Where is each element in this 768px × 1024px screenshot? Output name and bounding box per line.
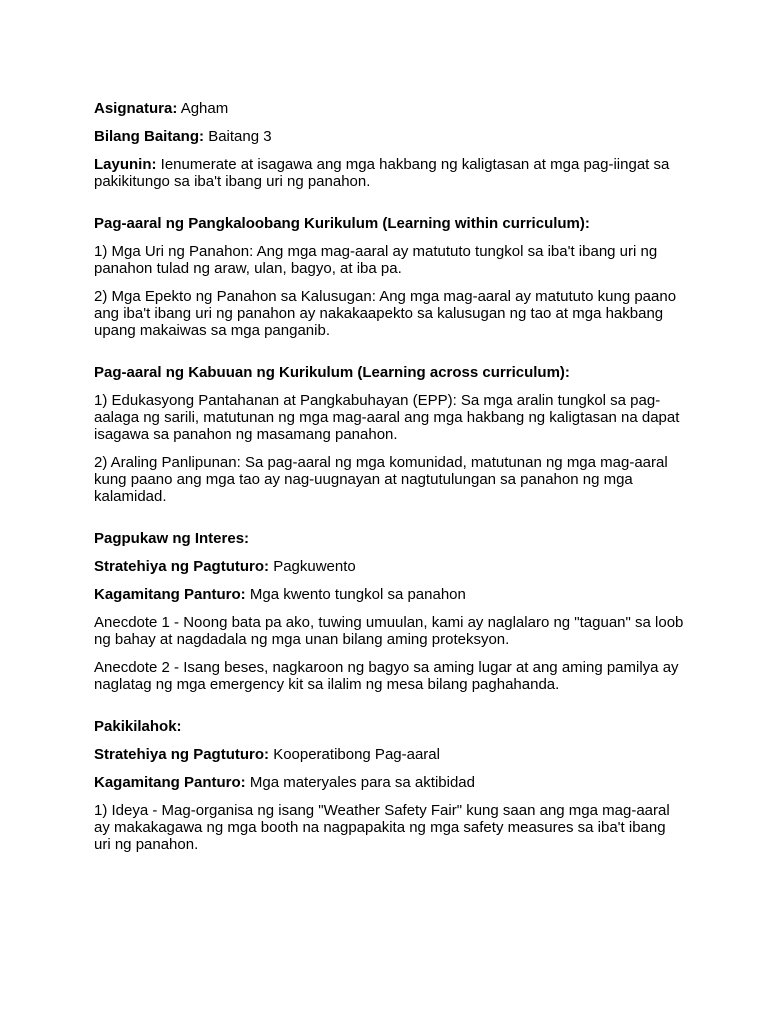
- interest-heading-text: Pagpukaw ng Interes:: [94, 530, 250, 547]
- anecdote-1: Anecdote 1 - Noong bata pa ako, tuwing umuulan, kami ay naglalaro ng "taguan" sa loob ng bahay at nagdadala ng mga unan bilang aming proteksyon.: [94, 614, 684, 648]
- interest-strategy-value: Pagkuwento: [273, 558, 356, 575]
- across-item-2: 2) Araling Panlipunan: Sa pag-aaral ng mga komunidad, matutunan ng mga mag-aaral kung paano ang mga tao ay nag-uugnayan at nagtutulungan sa panahon ng mga kalamidad.: [94, 454, 668, 505]
- across-item-1: 1) Edukasyong Pantahanan at Pangkabuhayan (EPP): Sa mga aralin tungkol sa pag-aalaga ng sarili, matutunan ng mga mag-aaral ang mga hakbang ng kaligtasan na dapat isagawa sa panahon ng masamang panahon.: [94, 392, 680, 443]
- participation-materials-label: Kagamitang Panturo:: [94, 774, 246, 791]
- interest-heading: [94, 530, 684, 547]
- grade-line: [94, 128, 684, 145]
- grade-value: Baitang 3: [208, 128, 272, 145]
- within-item-1: 1) Mga Uri ng Panahon: Ang mga mag-aaral ay matututo tungkol sa iba't ibang uri ng panahon tulad ng araw, ulan, bagyo, at iba pa.: [94, 243, 658, 277]
- participation-heading-text: Pakikilahok:: [94, 718, 182, 735]
- interest-materials-label: Kagamitang Panturo:: [94, 586, 246, 603]
- within-heading: [94, 215, 684, 232]
- objective-label: Layunin:: [94, 156, 157, 173]
- participation-strategy-value: Kooperatibong Pag-aaral: [273, 746, 440, 763]
- interest-materials-value: Mga kwento tungkol sa panahon: [249, 586, 466, 603]
- objective-value: Ienumerate at isagawa ang mga hakbang ng kaligtasan at mga pag-iingat sa pakikitungo sa iba't ibang uri ng panahon.: [94, 156, 670, 190]
- subject-value: Agham: [180, 100, 229, 117]
- participation-strategy-line: [94, 746, 684, 763]
- anecdote-2: Anecdote 2 - Isang beses, nagkaroon ng bagyo sa aming lugar at ang aming pamilya ay naglatag ng mga emergency kit sa ilalim ng mesa bilang paghahanda.: [94, 659, 679, 693]
- across-heading-text: Pag-aaral ng Kabuuan ng Kurikulum (Learning across curriculum):: [94, 364, 570, 381]
- participation-strategy-label: Stratehiya ng Pagtuturo:: [94, 746, 270, 763]
- subject-line: [94, 100, 684, 117]
- grade-label: Bilang Baitang:: [94, 128, 205, 145]
- interest-strategy-line: [94, 558, 684, 575]
- objective-line: [94, 156, 684, 190]
- idea-1: 1) Ideya - Mag-organisa ng isang "Weather Safety Fair" kung saan ang mga mag-aaral ay makakagawa ng mga booth na nagpapakita ng mga safety measures sa iba't ibang uri ng panahon.: [94, 802, 670, 853]
- interest-strategy-label: Stratehiya ng Pagtuturo:: [94, 558, 270, 575]
- participation-materials-line: [94, 774, 684, 791]
- interest-materials-line: [94, 586, 684, 603]
- within-item-2: 2) Mga Epekto ng Panahon sa Kalusugan: Ang mga mag-aaral ay matututo kung paano ang iba't ibang uri ng panahon ay nakakaapekto sa kalusugan ng tao at mga hakbang upang makaiwas sa mga panganib.: [94, 288, 677, 339]
- within-heading-text: Pag-aaral ng Pangkaloobang Kurikulum (Learning within curriculum):: [94, 215, 590, 232]
- document-page: [94, 100, 684, 864]
- subject-label: Asignatura:: [94, 100, 178, 117]
- participation-materials-value: Mga materyales para sa aktibidad: [249, 774, 475, 791]
- participation-heading: [94, 718, 684, 735]
- across-heading: [94, 364, 684, 381]
